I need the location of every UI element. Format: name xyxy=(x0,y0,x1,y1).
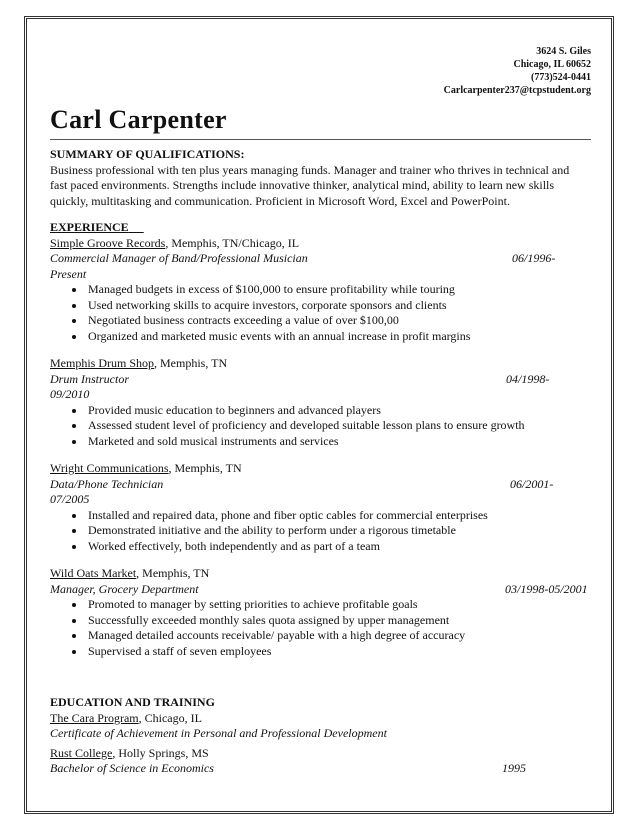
job-title-line xyxy=(50,477,598,493)
employer-name: Simple Groove Records xyxy=(50,235,166,250)
job-bullet: • Successfully exceeded monthly sales quota assigned by upper management xyxy=(86,613,598,629)
job-bullet: • Worked effectively, both independently and as part of a team xyxy=(86,539,598,555)
job-bullet: • Demonstrated initiative and the ability to perform under a rigorous timetable xyxy=(86,523,598,539)
job-bullets xyxy=(50,403,598,450)
job-bullet: • Organized and marketed music events with an annual increase in profit margins xyxy=(86,329,598,345)
employer-location: , Memphis, TN xyxy=(168,461,242,475)
contact-street: 3624 S. Giles xyxy=(536,46,591,57)
employer-name: Memphis Drum Shop xyxy=(50,356,155,370)
job-bullets xyxy=(50,508,598,555)
contact-city: Chicago, IL 60652 xyxy=(513,59,591,70)
summary-heading: SUMMARY OF QUALIFICATIONS: xyxy=(50,147,245,161)
job-date-start: 04/1998- xyxy=(506,371,550,386)
education-credential: Bachelor of Science in Economics xyxy=(50,761,214,775)
summary-line: fast paced environments. Strengths include innovative thinker, analytical mind, ability to learn new skills xyxy=(50,178,555,192)
job-entry xyxy=(50,461,598,554)
job-date-end: 07/2005 xyxy=(50,492,90,506)
resume-page xyxy=(24,16,614,814)
contact-email: Carlcarpenter237@tcpstudent.org xyxy=(443,85,591,96)
summary-line: quickly, multitasking and communication. Proficient in Microsoft Word, Excel and PowerPoint. xyxy=(50,193,510,208)
job-bullet: • Marketed and sold musical instruments and services xyxy=(86,434,598,450)
employer-name: Wild Oats Market xyxy=(50,566,137,580)
education-credential: Certificate of Achievement in Personal and Professional Development xyxy=(50,726,387,740)
job-bullet: • Managed budgets in excess of $100,000 to ensure profitability while touring xyxy=(86,282,598,298)
education-date: 1995 xyxy=(502,761,526,775)
education-section xyxy=(50,695,598,777)
job-date-end: Present xyxy=(50,266,87,281)
resume-body xyxy=(50,141,598,777)
school-location: , Holly Springs, MS xyxy=(112,745,209,760)
job-date-start: 06/2001- xyxy=(510,476,554,491)
job-bullet: • Provided music education to beginners and advanced players xyxy=(86,403,598,419)
education-school-line xyxy=(50,711,598,727)
job-entry xyxy=(50,356,598,449)
job-title: Data/Phone Technician xyxy=(50,476,164,491)
job-employer-line xyxy=(50,236,598,252)
job-title: Drum Instructor xyxy=(50,371,130,386)
job-bullet: • Managed detailed accounts receivable/ payable with a high degree of accuracy xyxy=(86,628,598,644)
job-bullet: • Promoted to manager by setting priorities to achieve profitable goals xyxy=(86,597,598,613)
education-credential-line xyxy=(50,761,598,777)
job-title-line xyxy=(50,251,598,267)
summary-section xyxy=(50,147,598,209)
job-employer-line xyxy=(50,566,598,582)
job-employer-line xyxy=(50,356,598,372)
employer-location: , Memphis, TN/Chicago, IL xyxy=(165,235,300,250)
job-bullets xyxy=(50,597,598,659)
job-bullet: • Negotiated business contracts exceeding a value of over $100,00 xyxy=(86,313,598,329)
job-bullet: • Assessed student level of proficiency and developed suitable lesson plans to ensure growth xyxy=(86,418,598,434)
employer-location: , Memphis, TN xyxy=(136,566,210,580)
job-date: 03/1998-05/2001 xyxy=(505,581,588,596)
job-bullets xyxy=(50,282,598,344)
candidate-name: Carl Carpenter xyxy=(50,105,227,134)
employer-name: Wright Communications xyxy=(50,461,169,475)
experience-section xyxy=(50,220,598,659)
school-name: Rust College xyxy=(50,745,113,760)
job-title: Commercial Manager of Band/Professional Musician xyxy=(50,251,308,265)
job-bullet: • Supervised a staff of seven employees xyxy=(86,644,598,660)
contact-block xyxy=(444,45,591,97)
school-location: , Chicago, IL xyxy=(138,710,202,725)
job-title-line xyxy=(50,372,598,388)
job-title: Manager, Grocery Department xyxy=(50,581,199,596)
header-divider xyxy=(50,139,591,140)
contact-phone: (773)524-0441 xyxy=(531,72,591,83)
job-date-start: 06/1996- xyxy=(512,251,556,265)
job-title-line xyxy=(50,582,598,598)
experience-heading: EXPERIENCE xyxy=(50,220,129,234)
education-school-line xyxy=(50,746,598,762)
employer-location: , Memphis, TN xyxy=(154,356,228,370)
school-name: The Cara Program xyxy=(50,710,139,725)
job-entry xyxy=(50,236,598,345)
job-employer-line xyxy=(50,461,598,477)
education-heading: EDUCATION AND TRAINING xyxy=(50,695,215,709)
job-bullet: • Installed and repaired data, phone and fiber optic cables for commercial enterprises xyxy=(86,508,598,524)
job-entry xyxy=(50,566,598,659)
job-date-end: 09/2010 xyxy=(50,387,90,401)
job-bullet: • Used networking skills to acquire investors, corporate sponsors and clients xyxy=(86,298,598,314)
summary-line: Business professional with ten plus years managing funds. Manager and trainer who thrives in technical and xyxy=(50,162,570,177)
